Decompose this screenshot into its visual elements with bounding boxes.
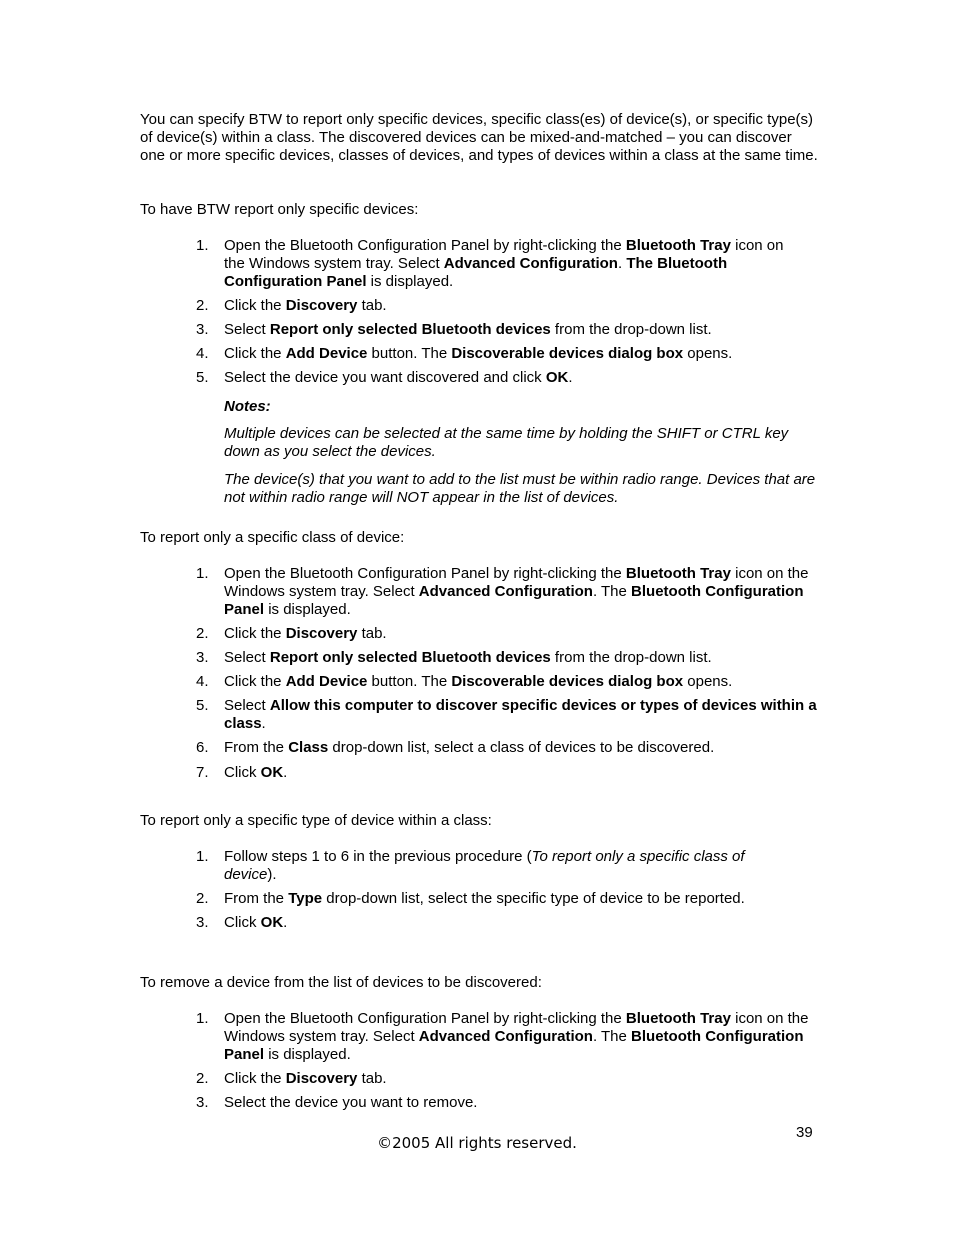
bold-term: Class: [288, 739, 329, 756]
bold-term: Report only selected Bluetooth devices: [269, 321, 551, 338]
page-number: 39: [796, 1124, 813, 1141]
step-number: 6.: [196, 739, 209, 756]
text-run: Select: [224, 649, 270, 666]
italic-term: To report only a specific class of device: [224, 848, 745, 883]
bold-term: Discovery: [285, 625, 358, 642]
text-run: from the drop-down list.: [550, 321, 712, 338]
step-text: [224, 237, 790, 291]
bold-term: Discoverable devices dialog box: [451, 345, 684, 362]
bold-term: Type: [288, 890, 323, 907]
step-text: [224, 697, 820, 733]
text-run: opens.: [683, 673, 733, 690]
text-run: icon on the Windows system tray. Select: [224, 1010, 809, 1045]
text-run: drop-down list, select a class of devices to be discovered.: [328, 739, 715, 756]
bold-term: Bluetooth Tray: [625, 1010, 731, 1027]
step-number: 1.: [196, 237, 209, 254]
bold-term: Discovery: [285, 297, 358, 314]
step-number: 1.: [196, 848, 209, 865]
step-text: [224, 739, 820, 757]
note-text: The device(s) that you want to add to the list must be within radio range. Devices that are not within radio range will NOT appear in the list of devices.: [224, 471, 816, 506]
text-run: Follow steps 1 to 6 in the previous procedure (: [224, 848, 532, 865]
text-run: icon on the Windows system tray. Select: [224, 237, 784, 272]
text-run: drop-down list, select the specific type of device to be reported.: [322, 890, 745, 907]
text-run: Open the Bluetooth Configuration Panel by right-clicking the: [224, 1010, 626, 1027]
step-text: [224, 369, 820, 387]
step-number: 2.: [196, 1070, 209, 1087]
text-run: button. The: [367, 673, 452, 690]
text-run: From the: [224, 890, 289, 907]
text-run: Click the: [224, 297, 286, 314]
bold-term: The Bluetooth Configuration Panel: [224, 255, 728, 290]
text-run: Click the: [224, 1070, 286, 1087]
text-run: . The: [592, 1028, 632, 1045]
text-run: .: [283, 914, 288, 931]
text-run: opens.: [683, 345, 733, 362]
bold-term: Discoverable devices dialog box: [451, 673, 684, 690]
text-run: tab.: [357, 297, 387, 314]
bold-term: Advanced Configuration: [443, 255, 618, 272]
copyright-footer: ©2005 All rights reserved.: [377, 1134, 577, 1152]
step-text: [224, 1070, 820, 1088]
bold-term: OK: [260, 914, 284, 931]
step-text: [224, 673, 820, 691]
bold-term: Add Device: [285, 345, 368, 362]
section3-heading: To report only a specific type of device within a class:: [140, 812, 492, 829]
bold-term: OK: [260, 764, 284, 781]
step-number: 4.: [196, 673, 209, 690]
bold-term: Bluetooth Tray: [625, 565, 731, 582]
text-run: Select the device you want to remove.: [224, 1094, 478, 1111]
text-run: .: [261, 715, 266, 732]
text-run: Click the: [224, 673, 286, 690]
step-text: [224, 890, 820, 908]
step-number: 1.: [196, 1010, 209, 1027]
text-run: .: [568, 369, 573, 386]
text-run: Select the device you want discovered and click: [224, 369, 546, 386]
text-run: Open the Bluetooth Configuration Panel by right-clicking the: [224, 565, 626, 582]
text-run: Click: [224, 914, 261, 931]
text-run: from the drop-down list.: [550, 649, 712, 666]
step-number: 2.: [196, 890, 209, 907]
notes-title: Notes:: [224, 398, 271, 415]
step-text: [224, 649, 820, 667]
text-run: .: [283, 764, 288, 781]
text-run: tab.: [357, 625, 387, 642]
text-run: . The: [592, 583, 632, 600]
text-run: Open the Bluetooth Configuration Panel by right-clicking the: [224, 237, 626, 254]
text-run: is displayed.: [264, 1046, 351, 1063]
section4-heading: To remove a device from the list of devices to be discovered:: [140, 974, 542, 991]
note-text: Multiple devices can be selected at the same time by holding the SHIFT or CTRL key down as you select the devices.: [224, 425, 789, 460]
step-text: [224, 1010, 820, 1064]
step-number: 3.: [196, 321, 209, 338]
step-number: 5.: [196, 369, 209, 386]
step-number: 3.: [196, 1094, 209, 1111]
step-text: [224, 848, 784, 884]
text-run: button. The: [367, 345, 452, 362]
step-number: 1.: [196, 565, 209, 582]
text-run: is displayed.: [264, 601, 351, 618]
bold-term: Advanced Configuration: [418, 1028, 593, 1045]
bold-term: Bluetooth Configuration Panel: [224, 1028, 804, 1063]
step-text: [224, 914, 820, 932]
text-run: ).: [267, 866, 277, 883]
bold-term: Bluetooth Configuration Panel: [224, 583, 804, 618]
step-text: [224, 345, 820, 363]
step-number: 3.: [196, 914, 209, 931]
step-number: 3.: [196, 649, 209, 666]
text-run: .: [617, 255, 627, 272]
bold-term: Report only selected Bluetooth devices: [269, 649, 551, 666]
bold-term: Add Device: [285, 673, 368, 690]
bold-term: Discovery: [285, 1070, 358, 1087]
text-run: icon on the Windows system tray. Select: [224, 565, 809, 600]
bold-term: Allow this computer to discover specific devices or types of devices within a class: [224, 697, 817, 732]
step-number: 2.: [196, 297, 209, 314]
section1-heading: To have BTW report only specific devices:: [140, 201, 419, 218]
step-number: 7.: [196, 764, 209, 781]
bold-term: Bluetooth Tray: [625, 237, 731, 254]
step-text: [224, 764, 820, 782]
bold-term: Advanced Configuration: [418, 583, 593, 600]
intro-paragraph: You can specify BTW to report only specific devices, specific class(es) of device(s), or specific type(s) of device(s) within a class. The discovered devices can be mixed-and-matched – you can discover one or more specific devices, classes of devices, and types of devices within a class at the same time.: [140, 111, 818, 164]
step-number: 2.: [196, 625, 209, 642]
text-run: Click: [224, 764, 261, 781]
step-number: 5.: [196, 697, 209, 714]
step-text: [224, 565, 820, 619]
step-text: [224, 1094, 820, 1112]
text-run: tab.: [357, 1070, 387, 1087]
text-run: is displayed.: [366, 273, 454, 290]
text-run: Click the: [224, 345, 286, 362]
section2-heading: To report only a specific class of device:: [140, 529, 405, 546]
step-text: [224, 625, 820, 643]
text-run: Select: [224, 697, 270, 714]
text-run: Select: [224, 321, 270, 338]
step-number: 4.: [196, 345, 209, 362]
step-text: [224, 321, 820, 339]
text-run: Click the: [224, 625, 286, 642]
bold-term: OK: [545, 369, 569, 386]
step-text: [224, 297, 820, 315]
text-run: From the: [224, 739, 289, 756]
